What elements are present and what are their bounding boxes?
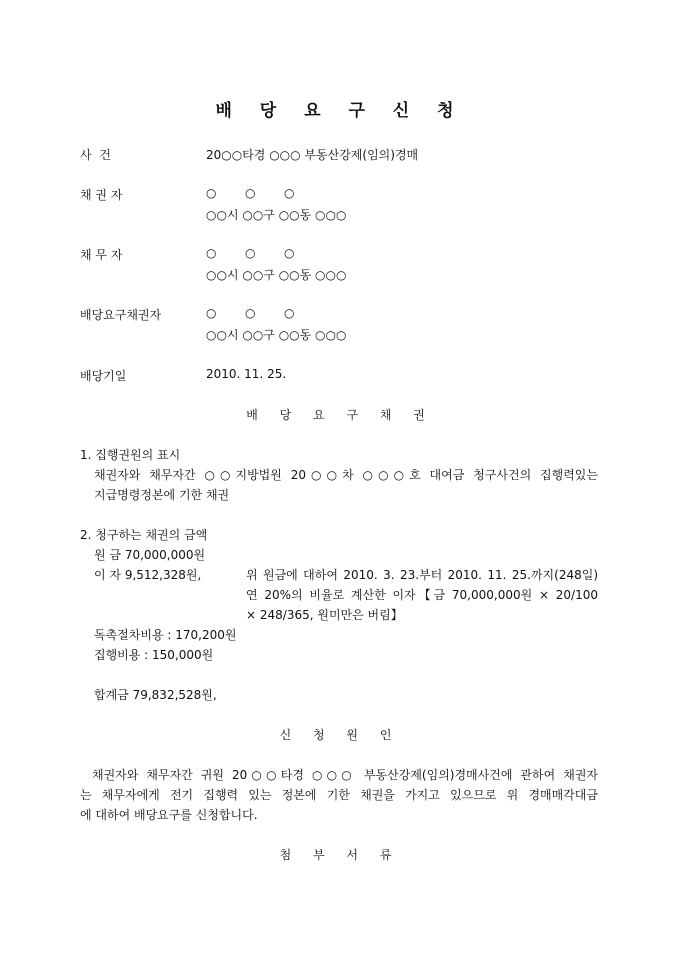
interest-line3: × 248/365, 원미만은 버림】 (246, 608, 403, 622)
total-amount: 합계금 79,832,528원, (94, 688, 217, 702)
case-label: 사 건 (80, 148, 113, 162)
claimant-name-char: ○ (206, 306, 217, 320)
interest-line2: 연 20%의 비율로 계산한 이자【금 70,000,000원 × 20/100 (246, 588, 598, 602)
execution-fee: 집행비용 : 150,000원 (94, 648, 214, 662)
interest-line1: 위 원금에 대하여 2010. 3. 23.부터 2010. 11. 25.까지(248일) (246, 568, 598, 582)
item1-line2: 지급명령정본에 기한 채권 (94, 488, 230, 502)
claimant-name (206, 306, 323, 320)
section-cause-heading: 신 청 원 인 (279, 728, 401, 742)
creditor-label: 채 권 자 (80, 188, 123, 202)
debtor-name-char: ○ (245, 246, 256, 260)
creditor-name-char: ○ (284, 186, 295, 200)
interest-amount: 이 자 9,512,328원, (94, 568, 202, 582)
creditor-name (206, 186, 323, 200)
section-claim-heading: 배 당 요 구 채 권 (246, 408, 434, 422)
procedure-fee: 독촉절차비용 : 170,200원 (94, 628, 237, 642)
distribution-date-value: 2010. 11. 25. (206, 367, 287, 381)
cause-line3: 에 대하여 배당요구를 신청합니다. (80, 808, 258, 822)
cause-line2: 는 채무자에게 전기 집행력 있는 정본에 기한 채권을 가지고 있으므로 위 경매매각대금 (80, 788, 598, 802)
section-attachments-heading: 첨 부 서 류 (279, 848, 401, 862)
claimant-name-char: ○ (284, 306, 295, 320)
creditor-address: ○○시 ○○구 ○○동 ○○○ (206, 208, 347, 222)
item1-heading: 1. 집행권원의 표시 (80, 448, 181, 462)
claimant-name-char: ○ (245, 306, 256, 320)
principal-amount: 원 금 70,000,000원 (94, 548, 206, 562)
debtor-name-char: ○ (206, 246, 217, 260)
case-value: 20○○타경 ○○○ 부동산강제(임의)경매 (206, 148, 419, 162)
debtor-label: 채 무 자 (80, 248, 123, 262)
claimant-label: 배당요구채권자 (80, 308, 162, 322)
debtor-address: ○○시 ○○구 ○○동 ○○○ (206, 268, 347, 282)
distribution-date-label: 배당기일 (80, 369, 127, 383)
item2-heading: 2. 청구하는 채권의 금액 (80, 528, 208, 542)
debtor-name (206, 246, 323, 260)
claimant-address: ○○시 ○○구 ○○동 ○○○ (206, 328, 347, 342)
debtor-name-char: ○ (284, 246, 295, 260)
creditor-name-char: ○ (245, 186, 256, 200)
document-title: 배 당 요 구 신 청 (215, 101, 465, 121)
cause-line1: 채권자와 채무자간 귀원 20○○타경 ○○○ 부동산강제(임의)경매사건에 관하여 채권자 (92, 768, 598, 782)
item1-line1: 채권자와 채무자간 ○○지방법원 20○○차 ○○○호 대여금 청구사건의 집행력있는 (94, 468, 598, 482)
creditor-name-char: ○ (206, 186, 217, 200)
